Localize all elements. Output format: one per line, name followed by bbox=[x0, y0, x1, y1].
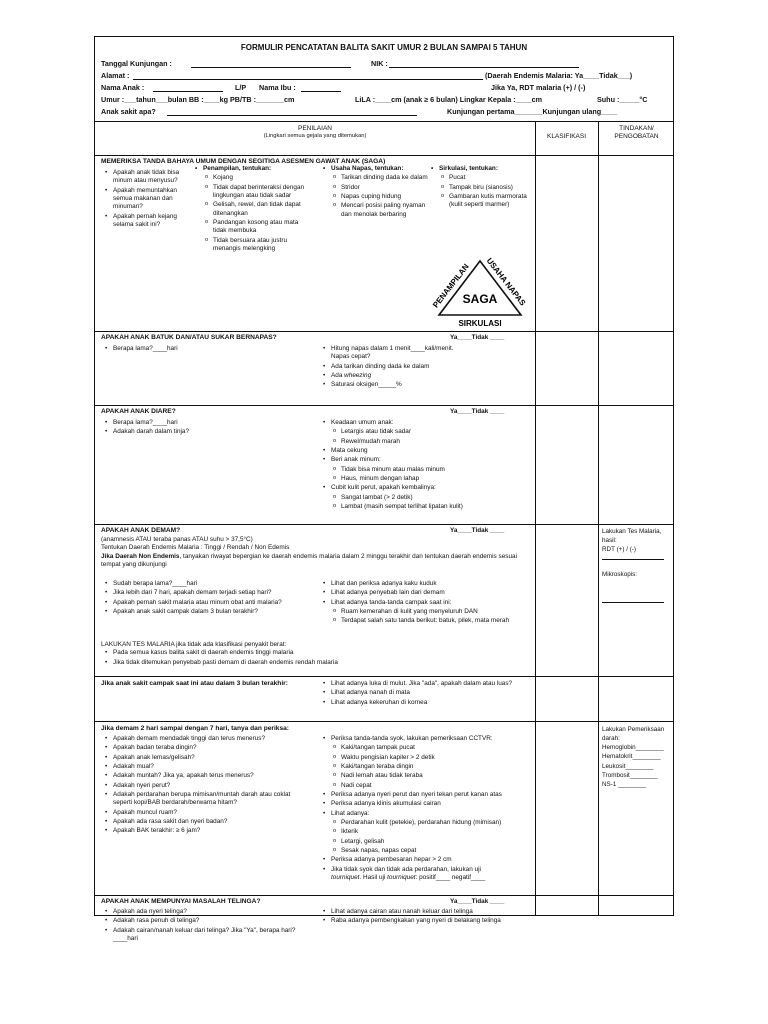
dbd-option: o Nadi cepat bbox=[341, 782, 533, 790]
saga-title: MEMERIKSA TANDA BAHAYA UMUM DENGAN SEGITIGA ASESMEN GAWAT ANAK (SAGA) bbox=[101, 158, 386, 165]
penampilan-item: o Pandangan kosong atau mata tidak membuka bbox=[213, 219, 313, 236]
batuk-check bbox=[331, 372, 531, 380]
demam-endemis: Tentukan Daerah Endemis Malaria : Tinggi / Rendah / Non Edemis bbox=[101, 544, 290, 552]
dbd-option: o Kaki/tangan tampak pucat bbox=[341, 744, 533, 752]
demam-check: • Lihat adanya tanda-tanda campak saat ini: bbox=[331, 599, 531, 607]
dbd-title: Jika demam 2 hari sampai dengan 7 hari, tanya dan periksa: bbox=[101, 725, 289, 732]
triangle-label-saga: SAGA bbox=[462, 292, 498, 306]
diare-check: • Keadaan umum anak: bbox=[331, 419, 531, 427]
lila-line: LiLA :____cm (anak ≥ 6 bulan) Lingkar Kepala :____cm bbox=[355, 95, 543, 104]
dbd-option: o Waktu pengisian kapiler > 2 detik bbox=[341, 754, 533, 762]
dbd-check: • Periksa tanda-tanda syok, lakukan pemeriksaan CCTVR: bbox=[331, 735, 533, 743]
dbd-question: • Apakah anak lemas/gelisah? bbox=[113, 754, 303, 762]
penampilan-item: o Tidak dapat berinteraksi dengan lingkungan atau tidak sadar bbox=[213, 184, 313, 201]
batuk-check bbox=[331, 345, 531, 362]
telinga-check: • Lihat adanya cairan atau nanah keluar dari telinga bbox=[331, 908, 533, 916]
diare-option: o Letargis atau tidak sadar bbox=[341, 428, 531, 436]
dbd-tindakan-item: Lakukan Pemeriksaan darah: bbox=[602, 726, 665, 743]
dbd-option: o Ikterik bbox=[341, 828, 533, 836]
dbd-tindakan-item[interactable]: Hematokrit________ bbox=[602, 753, 661, 761]
section-campak bbox=[95, 676, 673, 722]
kunjungan-line: Kunjungan pertama_______Kunjungan ulang____ bbox=[447, 107, 618, 116]
campak-check: • Lihat adanya kekeruhan di kornea bbox=[331, 699, 526, 707]
tindakan-mikroskopis: Mikroskopis: bbox=[602, 571, 637, 579]
batuk-check: • Ada tarikan dinding dada ke dalam bbox=[331, 363, 531, 371]
penampilan-head: • Penampilan, tentukan: bbox=[203, 165, 313, 173]
dbd-check: • Lihat adanya: bbox=[331, 810, 533, 818]
sirkulasi-item: o Gambaran kutis marmorata (kulit seperti marmer) bbox=[449, 193, 533, 210]
diare-check: • Cubit kulit perut, apakah kembalinya: bbox=[331, 484, 531, 492]
batuk-ya-tidak[interactable]: Ya____Tidak ____ bbox=[450, 334, 505, 341]
tourniquet-text: Jika tidak syok dan tidak ada perdarahan, lakukan uji bbox=[331, 865, 481, 873]
campak-check: • Lihat adanya luka di mulut. Jika "ada", apakah dalam atau luas? bbox=[331, 680, 526, 688]
dbd-check bbox=[331, 866, 533, 883]
telinga-question: • Apakah ada nyeri telinga? bbox=[113, 908, 318, 916]
nama-anak-label: Nama Anak : bbox=[101, 83, 145, 92]
triangle-label-usaha-napas: USAHA NAPAS bbox=[484, 256, 528, 308]
diare-check: • Mata cekung bbox=[331, 447, 531, 455]
demam-title: APAKAH ANAK DEMAM? bbox=[101, 527, 181, 534]
diare-option: o Tidak bisa minum atau malas minum bbox=[341, 466, 531, 474]
penilaian-subheader: (Lingkari semua gejala yang ditemukan) bbox=[263, 133, 367, 139]
demam-question: • Sudah berapa lama?____hari bbox=[113, 580, 318, 588]
tindakan-tes-malaria: Lakukan Tes Malaria, hasil: bbox=[602, 528, 662, 545]
diare-check: • Beri anak minum: bbox=[331, 456, 531, 464]
dbd-question: • Adakah nyeri perut? bbox=[113, 782, 303, 790]
tes-malaria-item: • Jika tidak ditemukan penyebab pasti demam di daerah endemis rendah malaria bbox=[113, 659, 531, 667]
demam-question: • Apakah anak sakit campak dalam 3 bulan terakhir? bbox=[113, 608, 318, 616]
sirkulasi-head: • Sirkulasi, tentukan: bbox=[439, 165, 533, 173]
column-header-row bbox=[95, 121, 673, 156]
dbd-tindakan-item[interactable]: Leukosit________ bbox=[602, 762, 654, 770]
penampilan-item: o Gelisah, rewel, dan tidak dapat ditenangkan bbox=[213, 201, 313, 218]
lp-label: L/P bbox=[235, 83, 247, 92]
sakit-apa-field[interactable] bbox=[167, 114, 417, 116]
dbd-option: o Nadi lemah atau tidak teraba bbox=[341, 772, 533, 780]
diare-question: • Berapa lama?____hari bbox=[113, 419, 303, 427]
dbd-tindakan bbox=[602, 725, 672, 789]
demam-question: • Jika lebih dari 7 hari, apakah demam terjadi setiap hari? bbox=[113, 589, 318, 597]
suhu-line: Suhu :_____°C bbox=[597, 95, 648, 104]
tindakan-rdt: RDT (+) / (-) bbox=[602, 546, 636, 554]
ada-label: Ada bbox=[331, 371, 345, 379]
batuk-title: APAKAH ANAK BATUK DAN/ATAU SUKAR BERNAPAS? bbox=[101, 334, 277, 341]
sirkulasi-item: o Tampak biru (sianosis) bbox=[449, 184, 533, 192]
form-page bbox=[94, 36, 674, 942]
dbd-question: • Apakah ada rasa sakit dan nyeri badan? bbox=[113, 818, 303, 826]
dbd-tindakan-item[interactable]: Hemoglobin________ bbox=[602, 744, 664, 752]
rdt-field[interactable] bbox=[602, 554, 664, 560]
endemis-label: (Daerah Endemis Malaria: Ya____Tidak___) bbox=[485, 71, 633, 80]
hitung-napas: Hitung napas dalam 1 menit____kali/menit. bbox=[331, 345, 454, 352]
dbd-option: o Perdarahan kulit (petekie), perdarahan hidung (mimisan) bbox=[341, 819, 533, 827]
dbd-question: • Apakah BAK terakhir: ≥ 6 jam? bbox=[113, 827, 303, 835]
dbd-check: • Periksa adanya nyeri perut dan nyeri tekan perut kanan atas bbox=[331, 791, 533, 799]
triangle-label-sirkulasi: SIRKULASI bbox=[458, 319, 502, 328]
nama-ibu-label: Nama Ibu : bbox=[259, 83, 296, 92]
saga-question: • Apakah pernah kejang selama sakit ini? bbox=[113, 213, 181, 230]
telinga-question: • Adakah rasa penuh di telinga? bbox=[113, 917, 318, 925]
tes-malaria-head: LAKUKAN TES MALARIA jika tidak ada klasifikasi penyakit berat: bbox=[101, 641, 287, 648]
section-telinga bbox=[95, 895, 673, 955]
non-endemis-text: , tanyakan riwayat bepergian ke daerah endemis malaria dalam 2 minggu terakhir dan tentukan daerah endemis sesuai tempat yang dikunjungi bbox=[101, 552, 517, 568]
section-saga bbox=[95, 155, 673, 332]
dbd-question: • Apakah muncul ruam? bbox=[113, 809, 303, 817]
sakit-apa-label: Anak sakit apa? bbox=[101, 107, 156, 116]
dbd-question: • Adakah perdarahan berupa mimisan/muntah darah atau coklat seperti kopi/BAB berdarah/berwarna hitam? bbox=[113, 791, 303, 808]
tanggal-label: Tanggal Kunjungan : bbox=[101, 59, 172, 68]
tindakan-header: TINDAKAN/ PENGOBATAN bbox=[614, 125, 659, 141]
napas-item: o Napas cuping hidung bbox=[341, 193, 429, 201]
batuk-question: • Berapa lama?____hari bbox=[113, 345, 303, 353]
form-header bbox=[95, 37, 673, 122]
telinga-ya-tidak[interactable]: Ya____Tidak ____ bbox=[450, 898, 505, 905]
dbd-question: • Apakah demam mendadak tinggi dan terus menerus? bbox=[113, 735, 303, 743]
tourniquet-word: tourniquet bbox=[331, 873, 360, 881]
telinga-question: • Adakah cairan/nanah keluar dari telinga? Jika "Ya", berapa hari?____hari bbox=[113, 927, 318, 944]
saga-triangle-diagram bbox=[425, 253, 535, 329]
mikroskopis-field[interactable] bbox=[602, 580, 664, 603]
campak-title: Jika anak sakit campak saat ini atau dalam 3 bulan terakhir: bbox=[101, 680, 288, 687]
batuk-check: • Saturasi oksigen_____% bbox=[331, 381, 531, 389]
napas-item: o Tarikan dinding dada ke dalam bbox=[341, 174, 429, 182]
napas-head: • Usaha Napas, tentukan: bbox=[331, 165, 429, 173]
penampilan-item: o Tidak bersuara atau justru menangis melengking bbox=[213, 237, 313, 254]
napas-item: o Stridor bbox=[341, 184, 429, 192]
penampilan-item: o Kojang bbox=[213, 174, 313, 182]
diare-question: • Adakah darah dalam tinja? bbox=[113, 428, 303, 436]
diare-title: APAKAH ANAK DIARE? bbox=[101, 408, 176, 415]
saga-question: • Apakah memuntahkan semua makanan dan minuman? bbox=[113, 187, 181, 212]
telinga-check: • Raba adanya pembengkakan yang nyeri di belakang telinga bbox=[331, 917, 533, 925]
dbd-question: • Apakah badan teraba dingin? bbox=[113, 744, 303, 752]
dbd-check: • Periksa adanya pembesaran hepar > 2 cm bbox=[331, 856, 533, 864]
demam-check: • Lihat dan periksa adanya kaku kuduk bbox=[331, 580, 531, 588]
demam-option: o Terdapat salah satu tanda berikut: batuk, pilek, mata merah bbox=[341, 617, 531, 625]
demam-anamnesis: (anamnesis ATAU teraba panas ATAU suhu > 37,5°C) bbox=[101, 536, 253, 543]
napas-item: o Mencari posisi paling nyaman dan menolak berbaring bbox=[341, 202, 429, 219]
dbd-tindakan-item[interactable]: NS-1 ________ bbox=[602, 780, 647, 788]
demam-check: • Lihat adanya penyebab lain dari demam bbox=[331, 589, 531, 597]
form-title: FORMULIR PENCATATAN BALITA SAKIT UMUR 2 BULAN SAMPAI 5 TAHUN bbox=[240, 43, 528, 52]
alamat-field[interactable] bbox=[133, 78, 483, 80]
campak-check: • Lihat adanya nanah di mata bbox=[331, 689, 526, 697]
dbd-option: o Kaki/tangan teraba dingin bbox=[341, 763, 533, 771]
dbd-question: • Adakah mual? bbox=[113, 763, 303, 771]
section-diare bbox=[95, 405, 673, 525]
tourniquet-word-2: tourniquet bbox=[387, 873, 416, 881]
dbd-tindakan-item[interactable]: Trombosit________ bbox=[602, 771, 658, 779]
section-dbd bbox=[95, 721, 673, 896]
umur-line: Umur :___tahun___bulan BB :____kg PB/TB :_______cm bbox=[101, 95, 295, 104]
telinga-title: APAKAH ANAK MEMPUNYAI MASALAH TELINGA? bbox=[101, 898, 261, 905]
dbd-option: o Sesak napas, napas cepat bbox=[341, 847, 533, 855]
diare-option: o Sangat lambat (> 2 detik) bbox=[341, 494, 531, 502]
triangle-label-penampilan: PENAMPILAN bbox=[431, 262, 471, 310]
demam-question: • Apakah pernah sakit malaria atau minum obat anti malaria? bbox=[113, 599, 318, 607]
alamat-label: Alamat : bbox=[101, 71, 130, 80]
diare-ya-tidak[interactable]: Ya____Tidak ____ bbox=[450, 408, 505, 415]
wheezing-label: wheezing bbox=[344, 371, 372, 379]
nik-field[interactable] bbox=[389, 66, 579, 68]
nama-anak-field[interactable] bbox=[153, 90, 223, 92]
tes-malaria-item: • Pada semua kasus balita sakit di daerah endemis tinggi malaria bbox=[113, 649, 531, 657]
section-batuk bbox=[95, 331, 673, 406]
diare-option: o Rewel/mudah marah bbox=[341, 438, 531, 446]
dbd-option: o Letargi, gelisah bbox=[341, 838, 533, 846]
dbd-check: • Periksa adanya klinis akumulasi cairan bbox=[331, 800, 533, 808]
dbd-question: • Adakah muntah? Jika ya, apakah terus menerus? bbox=[113, 772, 303, 780]
nama-ibu-field[interactable] bbox=[301, 90, 341, 92]
rdt-label: Jika Ya, RDT malaria (+) / (-) bbox=[491, 83, 586, 92]
section-demam bbox=[95, 524, 673, 677]
tanggal-field[interactable] bbox=[191, 66, 351, 68]
tourniquet-hasil: . Hasil uji bbox=[359, 873, 388, 881]
klasifikasi-header: KLASIFIKASI bbox=[546, 133, 587, 140]
demam-option: o Ruam kemerahan di kulit yang menyeluruh DAN bbox=[341, 608, 531, 616]
demam-non-endemis bbox=[101, 553, 531, 570]
nik-label: NIK : bbox=[371, 59, 388, 68]
demam-tindakan bbox=[602, 527, 670, 603]
tourniquet-result: : positif____ negatif____ bbox=[415, 873, 486, 881]
diare-option: o Haus, minum dengan lahap bbox=[341, 475, 531, 483]
penilaian-header: PENILAIAN bbox=[298, 125, 332, 132]
saga-question: • Apakah anak tidak bisa minum atau menyusu? bbox=[113, 169, 181, 186]
napas-cepat: Napas cepat? bbox=[331, 353, 371, 361]
non-endemis-bold: Jika Daerah Non Endemis bbox=[101, 552, 180, 560]
diare-option: o Lambat (masih sempat terlihat lipatan kulit) bbox=[341, 503, 531, 511]
demam-ya-tidak[interactable]: Ya____Tidak ____ bbox=[450, 527, 505, 534]
sirkulasi-item: o Pucat bbox=[449, 174, 533, 182]
